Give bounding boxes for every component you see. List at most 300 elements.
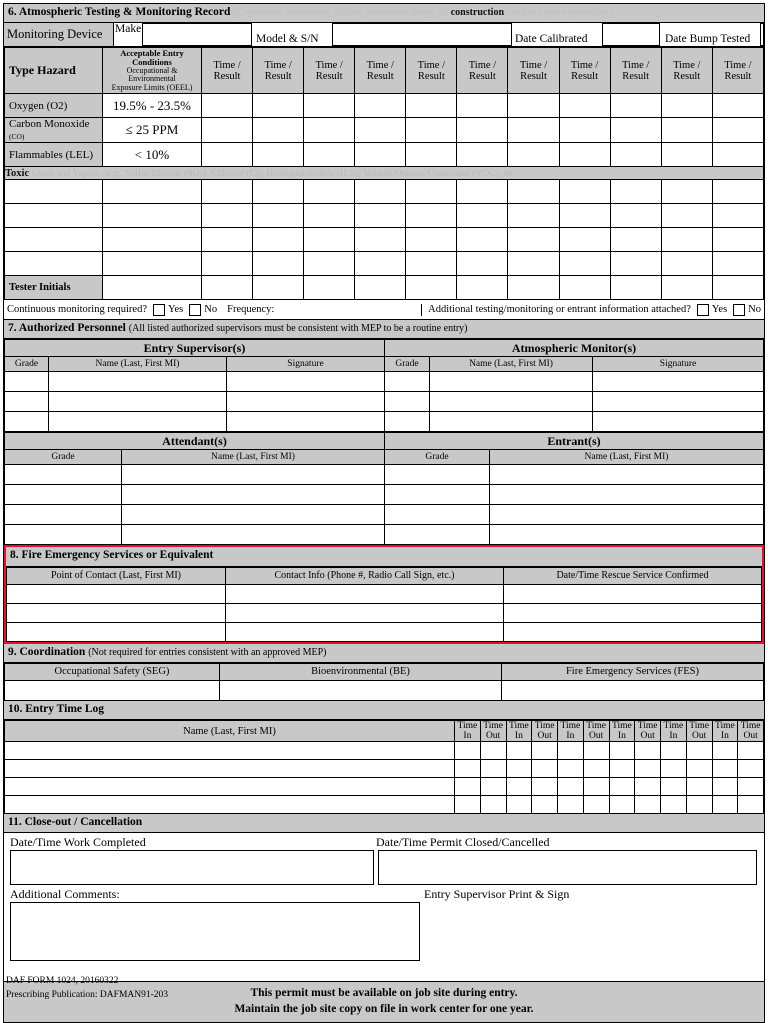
coordination-be-1[interactable]: [220, 680, 502, 700]
toxic-2-reading-3[interactable]: [304, 204, 355, 228]
date-calibrated-label: Date Calibrated: [515, 33, 588, 46]
toxic-4-reading-2[interactable]: [253, 252, 304, 276]
toxic-1-reading-8[interactable]: [559, 180, 610, 204]
toxic-1-reading-6[interactable]: [457, 180, 508, 204]
personnel-column-row: [5, 357, 764, 372]
date-permit-closed-input[interactable]: [378, 850, 757, 885]
atmospheric-monitors-group-label: Atmospheric Monitor(s): [385, 340, 764, 357]
hazard-1-reading-1[interactable]: [202, 94, 253, 118]
col-time-in-2: Time In: [506, 721, 532, 742]
coordination-column-row: [5, 663, 764, 680]
toxic-2-reading-8[interactable]: [559, 204, 610, 228]
etl-time-out-1-2[interactable]: [532, 742, 558, 760]
supervisor-grade-3[interactable]: [5, 412, 49, 432]
toxic-3-reading-5[interactable]: [406, 228, 457, 252]
toxic-limit-4[interactable]: [103, 252, 202, 276]
hazard-2-reading-10[interactable]: [661, 118, 712, 143]
toxic-3-reading-2[interactable]: [253, 228, 304, 252]
toxic-blank-row: [5, 180, 764, 204]
etl-time-in-3-4[interactable]: [609, 778, 635, 796]
tester-initials-4[interactable]: [355, 276, 406, 300]
monitor-grade-1[interactable]: [385, 372, 430, 392]
toxic-3-reading-8[interactable]: [559, 228, 610, 252]
hazard-3-reading-6[interactable]: [457, 143, 508, 167]
section-11-number: 11.: [8, 816, 22, 829]
hazard-1-reading-2[interactable]: [253, 94, 304, 118]
etl-time-in-2-1[interactable]: [455, 760, 481, 778]
toxic-3-reading-9[interactable]: [610, 228, 661, 252]
fire-confirmed-1[interactable]: [504, 584, 762, 603]
col-rescue-confirmed: Date/Time Rescue Service Confirmed: [504, 567, 762, 584]
hazard-1-reading-8[interactable]: [559, 94, 610, 118]
hazard-3-reading-9[interactable]: [610, 143, 661, 167]
entrant-grade-1[interactable]: [385, 465, 490, 485]
etl-time-out-2-1[interactable]: [480, 760, 506, 778]
etl-time-out-4-5[interactable]: [686, 796, 712, 814]
etl-time-out-1-6[interactable]: [738, 742, 764, 760]
section-9-header: [4, 644, 764, 663]
model-sn-label: Model & S/N: [256, 33, 319, 46]
hazard-2-reading-6[interactable]: [457, 118, 508, 143]
toxic-1-reading-10[interactable]: [661, 180, 712, 204]
tester-initials-2[interactable]: [253, 276, 304, 300]
toxic-1-reading-7[interactable]: [508, 180, 559, 204]
supervisor-grade-1[interactable]: [5, 372, 49, 392]
etl-time-out-4-2[interactable]: [532, 796, 558, 814]
time-result-line-1: Time /: [315, 59, 343, 71]
section-6-number: 6.: [8, 6, 17, 18]
fire-contact-info-2[interactable]: [226, 603, 504, 622]
entrant-name-3[interactable]: [490, 505, 764, 525]
col-entrant-name: Name (Last, First MI): [5, 721, 455, 742]
entrant-grade-2[interactable]: [385, 485, 490, 505]
hazard-2-reading-3[interactable]: [304, 118, 355, 143]
additional-comments-input[interactable]: [10, 902, 420, 961]
section-6-note: (Continuous monitoring shall be performed during all construction confined space operations): [233, 7, 614, 18]
hazard-1-reading-6[interactable]: [457, 94, 508, 118]
toxic-2-reading-10[interactable]: [661, 204, 712, 228]
hazard-1-reading-4[interactable]: [355, 94, 406, 118]
tester-initials-3[interactable]: [304, 276, 355, 300]
etl-time-in-1-6[interactable]: [712, 742, 738, 760]
etl-time-in-1-4[interactable]: [609, 742, 635, 760]
etl-time-in-4-3[interactable]: [558, 796, 584, 814]
hazard-3-reading-3[interactable]: [304, 143, 355, 167]
additional-attached-question: Additional testing/monitoring or entrant information attached?: [428, 304, 691, 316]
etl-time-in-1-5[interactable]: [661, 742, 687, 760]
entry-supervisor-sign-input[interactable]: [424, 902, 757, 961]
atmospheric-testing-table: [4, 47, 764, 300]
toxic-limit-2[interactable]: [103, 204, 202, 228]
date-work-completed-input[interactable]: [10, 850, 374, 885]
continuous-no-checkbox[interactable]: [189, 304, 201, 316]
attendant-grade-3[interactable]: [5, 505, 122, 525]
attendant-grade-4[interactable]: [5, 525, 122, 545]
etl-time-in-2-2[interactable]: [506, 760, 532, 778]
entrant-grade-4[interactable]: [385, 525, 490, 545]
toxic-1-reading-1[interactable]: [202, 180, 253, 204]
supervisor-signature-3[interactable]: [227, 412, 385, 432]
closeout-area: [4, 833, 764, 981]
hazard-name-2: Carbon Monoxide (CO): [5, 118, 103, 143]
attached-yes-label: Yes: [711, 304, 728, 316]
attendant-name-2[interactable]: [122, 485, 385, 505]
fire-poc-3[interactable]: [7, 622, 226, 641]
prescribing-publication: Prescribing Publication: DAFMAN91-203: [6, 989, 169, 1000]
col-time-result-9: [610, 48, 661, 94]
entry-time-log-table: [4, 720, 764, 814]
time-result-line-2: Result: [315, 70, 343, 82]
supervisor-grade-2[interactable]: [5, 392, 49, 412]
toxic-2-reading-4[interactable]: [355, 204, 406, 228]
toxic-1-reading-5[interactable]: [406, 180, 457, 204]
section-7-header: [4, 320, 764, 339]
toxic-2-reading-5[interactable]: [406, 204, 457, 228]
attendant-name-1[interactable]: [122, 465, 385, 485]
attendant-name-4[interactable]: [122, 525, 385, 545]
toxic-4-reading-4[interactable]: [355, 252, 406, 276]
etl-time-in-4-5[interactable]: [661, 796, 687, 814]
attendant-grade-2[interactable]: [5, 485, 122, 505]
toxic-1-reading-2[interactable]: [253, 180, 304, 204]
attendant-grade-1[interactable]: [5, 465, 122, 485]
tester-initials-5[interactable]: [406, 276, 457, 300]
monitor-name-2[interactable]: [430, 392, 593, 412]
etl-time-out-2-3[interactable]: [583, 760, 609, 778]
toxic-3-reading-10[interactable]: [661, 228, 712, 252]
monitor-name-3[interactable]: [430, 412, 593, 432]
toxic-limit-3[interactable]: [103, 228, 202, 252]
section-7-number: 7.: [8, 322, 17, 335]
fire-contact-row: [7, 622, 762, 641]
time-result-line-2: Result: [469, 70, 496, 82]
etl-time-out-1-4[interactable]: [635, 742, 661, 760]
continuous-monitoring-question: Continuous monitoring required?: [7, 304, 147, 316]
toxic-2-reading-11[interactable]: [712, 204, 763, 228]
section-8-block: [4, 545, 764, 643]
toxic-4-reading-3[interactable]: [304, 252, 355, 276]
toxic-1-reading-3[interactable]: [304, 180, 355, 204]
hazard-2-reading-8[interactable]: [559, 118, 610, 143]
attached-yes-checkbox[interactable]: [697, 304, 709, 316]
tester-initials-10[interactable]: [661, 276, 712, 300]
etl-name-1[interactable]: [5, 742, 455, 760]
continuous-monitoring-row: [4, 300, 764, 320]
toxic-3-reading-4[interactable]: [355, 228, 406, 252]
monitoring-device-row: [4, 23, 764, 47]
section-7-note: (All listed authorized supervisors must be consistent with MEP to be a routine entry): [128, 323, 468, 335]
attached-no-checkbox[interactable]: [733, 304, 745, 316]
hazard-row: [5, 143, 764, 167]
notice-line-1: This permit must be available on job site during entry.: [250, 987, 518, 1000]
col-fire-emergency-services: Fire Emergency Services (FES): [502, 663, 764, 680]
etl-time-out-1-1[interactable]: [480, 742, 506, 760]
section-8-number: 8.: [10, 549, 19, 562]
time-result-line-1: Time /: [570, 59, 599, 71]
toxic-3-reading-7[interactable]: [508, 228, 559, 252]
form-id: DAF FORM 1024, 20160322: [6, 976, 119, 986]
hazard-2-reading-7[interactable]: [508, 118, 559, 143]
etl-name-4[interactable]: [5, 796, 455, 814]
etl-time-out-2-2[interactable]: [532, 760, 558, 778]
fire-emergency-table: [6, 567, 762, 642]
toxic-2-reading-1[interactable]: [202, 204, 253, 228]
section-9-note: (Not required for entries consistent with an approved MEP): [88, 646, 327, 658]
hazard-2-reading-4[interactable]: [355, 118, 406, 143]
etl-time-out-1-5[interactable]: [686, 742, 712, 760]
tester-initials-11[interactable]: [712, 276, 763, 300]
etl-time-in-2-4[interactable]: [609, 760, 635, 778]
hazard-2-reading-2[interactable]: [253, 118, 304, 143]
supervisor-name-2[interactable]: [49, 392, 227, 412]
toxic-blank-row: [5, 204, 764, 228]
hazard-1-reading-9[interactable]: [610, 94, 661, 118]
entrant-grade-3[interactable]: [385, 505, 490, 525]
make-label: Make: [115, 23, 142, 36]
etl-time-in-4-4[interactable]: [609, 796, 635, 814]
hazard-2-reading-9[interactable]: [610, 118, 661, 143]
date-bump-tested-input[interactable]: [760, 23, 764, 46]
hazard-1-reading-7[interactable]: [508, 94, 559, 118]
etl-time-in-2-6[interactable]: [712, 760, 738, 778]
section-10-number: 10.: [8, 702, 23, 715]
toxic-4-reading-6[interactable]: [457, 252, 508, 276]
col-time-out-1: Time Out: [480, 721, 506, 742]
personnel-group-row: [5, 340, 764, 357]
col-time-out-4: Time Out: [635, 721, 661, 742]
time-result-line-1: Time /: [213, 59, 241, 71]
toxic-limit-1[interactable]: [103, 180, 202, 204]
hazard-3-reading-11[interactable]: [712, 143, 763, 167]
etl-time-out-4-1[interactable]: [480, 796, 506, 814]
hazard-row: [5, 94, 764, 118]
etl-time-out-2-6[interactable]: [738, 760, 764, 778]
hazard-3-reading-4[interactable]: [355, 143, 406, 167]
toxic-name-4[interactable]: [5, 252, 103, 276]
toxic-4-reading-10[interactable]: [661, 252, 712, 276]
supervisor-signature-2[interactable]: [227, 392, 385, 412]
etl-time-in-1-1[interactable]: [455, 742, 481, 760]
coordination-seg-1[interactable]: [5, 680, 220, 700]
fire-contact-info-3[interactable]: [226, 622, 504, 641]
time-result-line-2: Result: [571, 70, 598, 82]
section-6-title: Atmospheric Testing & Monitoring Record: [18, 6, 231, 18]
etl-time-out-1-3[interactable]: [583, 742, 609, 760]
continuous-yes-checkbox[interactable]: [153, 304, 165, 316]
time-result-line-1: Time /: [724, 59, 752, 71]
toxic-3-reading-6[interactable]: [457, 228, 508, 252]
tester-initials-spacer[interactable]: [103, 276, 202, 300]
toxic-blank-row: [5, 228, 764, 252]
toxic-banner-row: [5, 167, 764, 180]
section-8-title: Fire Emergency Services or Equivalent: [21, 549, 214, 562]
etl-time-in-1-3[interactable]: [558, 742, 584, 760]
coordination-fes-1[interactable]: [502, 680, 764, 700]
hazard-1-reading-3[interactable]: [304, 94, 355, 118]
hazard-3-reading-8[interactable]: [559, 143, 610, 167]
frequency-label: Frequency:: [227, 304, 275, 316]
toxic-4-reading-7[interactable]: [508, 252, 559, 276]
fire-column-row: [7, 567, 762, 584]
tester-initials-6[interactable]: [457, 276, 508, 300]
etl-time-out-3-6[interactable]: [738, 778, 764, 796]
entrant-name-4[interactable]: [490, 525, 764, 545]
monitor-grade-2[interactable]: [385, 392, 430, 412]
fire-confirmed-3[interactable]: [504, 622, 762, 641]
etl-time-in-4-1[interactable]: [455, 796, 481, 814]
time-result-line-2: Result: [724, 70, 752, 82]
tester-initials-8[interactable]: [559, 276, 610, 300]
etl-time-in-4-2[interactable]: [506, 796, 532, 814]
toxic-4-reading-1[interactable]: [202, 252, 253, 276]
make-input[interactable]: [142, 23, 252, 46]
notice-line-2: Maintain the job site copy on file in work center for one year.: [234, 1002, 534, 1015]
tester-initials-1[interactable]: [202, 276, 253, 300]
hazard-3-reading-5[interactable]: [406, 143, 457, 167]
etl-time-in-1-2[interactable]: [506, 742, 532, 760]
monitor-signature-1[interactable]: [593, 372, 764, 392]
entry-time-log-row: [5, 778, 764, 796]
etl-time-in-3-6[interactable]: [712, 778, 738, 796]
supervisor-name-3[interactable]: [49, 412, 227, 432]
monitor-grade-3[interactable]: [385, 412, 430, 432]
supervisor-row: [5, 392, 764, 412]
hazard-3-reading-1[interactable]: [202, 143, 253, 167]
attendant-name-3[interactable]: [122, 505, 385, 525]
hazard-3-reading-7[interactable]: [508, 143, 559, 167]
etl-time-out-2-5[interactable]: [686, 760, 712, 778]
toxic-name-2[interactable]: [5, 204, 103, 228]
supervisor-signature-1[interactable]: [227, 372, 385, 392]
etl-time-in-2-5[interactable]: [661, 760, 687, 778]
fire-confirmed-2[interactable]: [504, 603, 762, 622]
hazard-3-reading-10[interactable]: [661, 143, 712, 167]
etl-name-2[interactable]: [5, 760, 455, 778]
col-time-result-1: [202, 48, 253, 94]
personnel-group-row-2: [5, 433, 764, 450]
toxic-1-reading-11[interactable]: [712, 180, 763, 204]
fire-contact-row: [7, 584, 762, 603]
etl-name-3[interactable]: [5, 778, 455, 796]
entry-time-log-row: [5, 742, 764, 760]
col-time-result-4: [355, 48, 406, 94]
monitor-signature-2[interactable]: [593, 392, 764, 412]
toxic-1-reading-4[interactable]: [355, 180, 406, 204]
fire-contact-info-1[interactable]: [226, 584, 504, 603]
hazard-3-reading-2[interactable]: [253, 143, 304, 167]
coordination-row: [5, 680, 764, 700]
etl-time-out-3-3[interactable]: [583, 778, 609, 796]
supervisor-name-1[interactable]: [49, 372, 227, 392]
etl-time-out-4-6[interactable]: [738, 796, 764, 814]
toxic-name-3[interactable]: [5, 228, 103, 252]
toxic-3-reading-1[interactable]: [202, 228, 253, 252]
etl-time-in-3-5[interactable]: [661, 778, 687, 796]
section-11-header: [4, 814, 764, 833]
toxic-4-reading-9[interactable]: [610, 252, 661, 276]
time-result-line-2: Result: [264, 70, 292, 82]
toxic-2-reading-2[interactable]: [253, 204, 304, 228]
etl-time-out-4-4[interactable]: [635, 796, 661, 814]
toxic-4-reading-5[interactable]: [406, 252, 457, 276]
entrant-name-2[interactable]: [490, 485, 764, 505]
etl-time-out-3-5[interactable]: [686, 778, 712, 796]
etl-time-in-2-3[interactable]: [558, 760, 584, 778]
time-result-line-2: Result: [366, 70, 394, 82]
hazard-1-reading-10[interactable]: [661, 94, 712, 118]
col-supervisor-signature: Signature: [227, 357, 385, 372]
etl-time-in-4-6[interactable]: [712, 796, 738, 814]
entry-supervisor-sign-label: Entry Supervisor Print & Sign: [424, 887, 570, 902]
entry-time-log-row: [5, 760, 764, 778]
etl-time-out-3-2[interactable]: [532, 778, 558, 796]
hazard-1-reading-11[interactable]: [712, 94, 763, 118]
tester-initials-7[interactable]: [508, 276, 559, 300]
col-monitor-grade: Grade: [385, 357, 430, 372]
toxic-4-reading-11[interactable]: [712, 252, 763, 276]
fire-poc-1[interactable]: [7, 584, 226, 603]
toxic-4-reading-8[interactable]: [559, 252, 610, 276]
entry-supervisors-group-label: Entry Supervisor(s): [5, 340, 385, 357]
section-9-number: 9.: [8, 645, 17, 658]
col-time-in-1: Time In: [455, 721, 481, 742]
atmospheric-header-row: [5, 48, 764, 94]
toxic-3-reading-3[interactable]: [304, 228, 355, 252]
toxic-2-reading-7[interactable]: [508, 204, 559, 228]
monitor-signature-3[interactable]: [593, 412, 764, 432]
toxic-2-reading-9[interactable]: [610, 204, 661, 228]
tester-initials-label: Tester Initials: [5, 276, 103, 300]
col-supervisor-grade: Grade: [5, 357, 49, 372]
col-time-result-7: [508, 48, 559, 94]
hazard-2-reading-5[interactable]: [406, 118, 457, 143]
time-result-line-2: Result: [213, 70, 241, 82]
etl-time-out-4-3[interactable]: [583, 796, 609, 814]
etl-time-in-3-2[interactable]: [506, 778, 532, 796]
coordination-table: [4, 663, 764, 701]
toxic-2-reading-6[interactable]: [457, 204, 508, 228]
etl-time-in-3-3[interactable]: [558, 778, 584, 796]
etl-time-out-3-4[interactable]: [635, 778, 661, 796]
toxic-name-1[interactable]: [5, 180, 103, 204]
hazard-1-reading-5[interactable]: [406, 94, 457, 118]
supervisor-row: [5, 412, 764, 432]
toxic-3-reading-11[interactable]: [712, 228, 763, 252]
monitor-name-1[interactable]: [430, 372, 593, 392]
col-supervisor-name: Name (Last, First MI): [49, 357, 227, 372]
hazard-2-reading-11[interactable]: [712, 118, 763, 143]
aec-line-2: Occupational & Environmental: [126, 66, 178, 84]
model-sn-input[interactable]: [332, 23, 512, 46]
col-time-out-3: Time Out: [583, 721, 609, 742]
etl-time-out-3-1[interactable]: [480, 778, 506, 796]
additional-comments-label: Additional Comments:: [10, 887, 120, 902]
date-work-completed-label: Date/Time Work Completed: [10, 835, 146, 850]
entry-time-log-header-row: [5, 721, 764, 742]
col-time-out-6: Time Out: [738, 721, 764, 742]
time-result-line-1: Time /: [673, 59, 701, 71]
etl-time-in-3-1[interactable]: [455, 778, 481, 796]
date-calibrated-input[interactable]: [602, 23, 660, 46]
entrant-name-1[interactable]: [490, 465, 764, 485]
toxic-1-reading-9[interactable]: [610, 180, 661, 204]
fire-contact-row: [7, 603, 762, 622]
etl-time-out-2-4[interactable]: [635, 760, 661, 778]
attendant-entrant-row: [5, 465, 764, 485]
hazard-2-reading-1[interactable]: [202, 118, 253, 143]
fire-poc-2[interactable]: [7, 603, 226, 622]
tester-initials-9[interactable]: [610, 276, 661, 300]
